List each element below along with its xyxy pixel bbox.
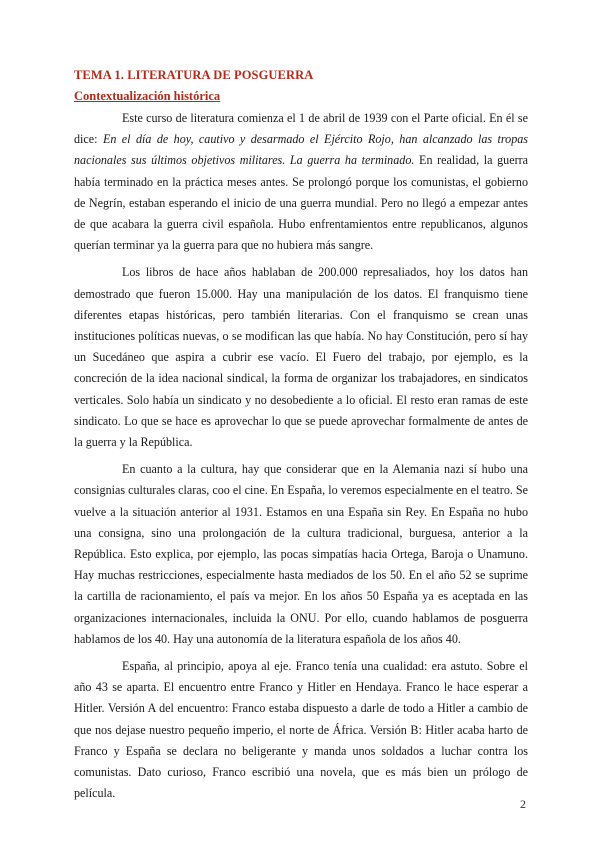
paragraph-3: En cuanto a la cultura, hay que considerar que en la Alemania nazi sí hubo una consignias culturales claras, coo el cine. En España, lo veremos especialmente en el teatro. Se vuelve a la situación anterior al 1931. Estamos en una España sin Rey. En España no hubo una consigna, sino una prolongación de la cultura tradicional, burguesa, anterior a la República. Esto explica, por ejemplo, las pocas simpatías hacia Ortega, Baroja o Unamuno. Hay muchas restricciones, especialmente hasta mediados de los 50. En el año 52 se suprime la cartilla de racionamiento, el país va mejor. En los años 50 España ya es aceptada en las organizaciones internacionales, incluida la ONU. Por ello, cuando hablamos de posguerra hablamos de los 40. Hay una autonomía de la literatura española de los años 40. [74, 462, 529, 646]
page-number: 2 [520, 797, 526, 811]
paragraph-4: España, al principio, apoya al eje. Franco tenía una cualidad: era astuto. Sobre el año 43 se aparta. El encuentro entre Franco y Hitler en Hendaya. Franco le hace esperar a Hitler. Versión A del encuentro: Franco estaba dispuesto a darle de todo a Hitler a cambio de que nos dejase nuestro pequeño imperio, el norte de África. Versión B: Hitler acaba harto de Franco y España se declara no beligerante y manda unos soldados a luchar contra los comunistas. Dato curioso, Franco escribió una novela, que es más bien un prólogo de película. [74, 659, 528, 801]
document-body [74, 68, 528, 811]
paragraph-1-intro: Este curso de literatura comienza el 1 de abril de 1939 con el Parte oficial. En él se dice: [74, 111, 528, 147]
paragraph-1-rest: En realidad, la guerra había terminado en la práctica meses antes. Se prolongó porque los comunistas, el gobierno de Negrín, estaban esperando el inicio de una guerra mundial. Pero no llegó a empezar antes de que acabara la guerra civil española. Hubo enfrentamientos entre republicanos, algunos querían terminar ya la guerra para que no hubiera más sangre. [74, 153, 528, 253]
paragraph-1 [74, 108, 528, 256]
paragraph-2: Los libros de hace años hablaban de 200.000 represaliados, hoy los datos han demostrado que fueron 15.000. Hay una manipulación de los datos. El franquismo tiene diferentes etapas históricas, pero también literarias. Con el franquismo se crean unas instituciones políticas nuevas, o se modifican las que había. No hay Constitución, pero sí hay un Sucedáneo que aspira a cubrir ese vacío. El Fuero del trabajo, por ejemplo, es la concreción de la idea nacional sindical, la forma de organizar los trabajadores, en sindicatos verticales. Solo había un sindicato y no desobediente a lo oficial. El resto eran ramas de este sindicato. Lo que se hace es aprovechar lo que se puede aprovechar formalmente de antes de la guerra y la República. [74, 265, 528, 450]
paragraph-1-quote: En el día de hoy, cautivo y desarmado el Ejército Rojo, han alcanzado las tropas nacionales sus últimos objetivos militares. La guerra ha terminado. [74, 132, 528, 168]
document-title: TEMA 1. LITERATURA DE POSGUERRA [74, 68, 314, 82]
section-heading: Contextualización histórica [74, 89, 221, 103]
